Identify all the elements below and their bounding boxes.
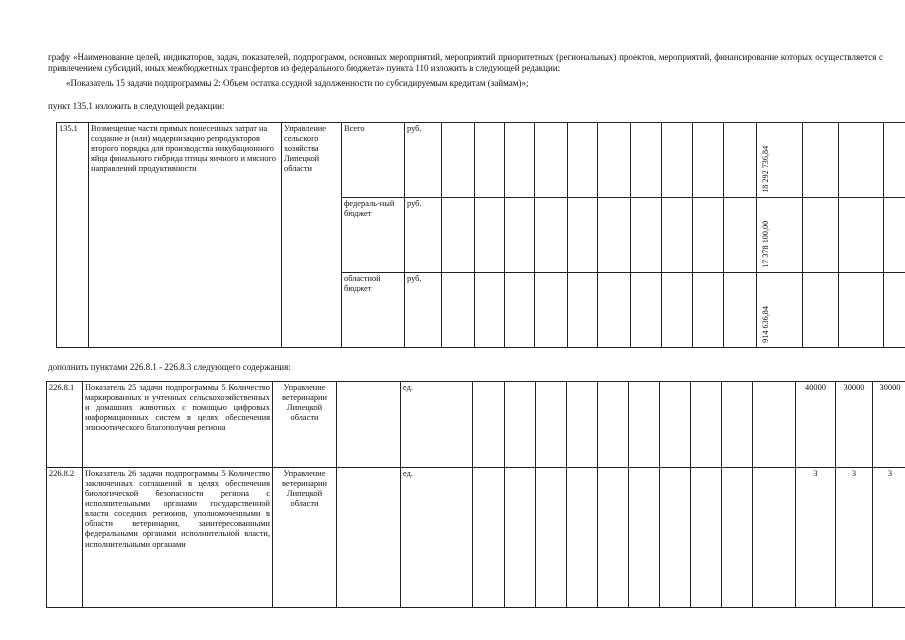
- unit-cell: руб.: [405, 123, 442, 198]
- value-cell: 18 292 736,84: [757, 123, 803, 198]
- value-cell: 40000: [796, 382, 836, 468]
- source-cell: областной бюджет: [342, 273, 405, 348]
- row-number: 135.1: [57, 123, 89, 348]
- value-cell: 3: [796, 468, 836, 608]
- unit-cell: ед.: [401, 468, 473, 608]
- value-cell: 30000: [873, 382, 905, 468]
- executor: Управление сельского хозяйства Липецкой области: [282, 123, 342, 348]
- between-paragraph: дополнить пунктами 226.8.1 - 226.8.3 следующего содержания:: [48, 362, 291, 372]
- table-226-8: [46, 381, 905, 608]
- executor: Управление ветеринарии Липецкой области: [273, 468, 337, 608]
- row-number: 226.8.2: [47, 468, 83, 608]
- indicator-name: Показатель 26 задачи подпрограммы 5 Количество заключенных соглашений в целях обеспечения биологической безопасности региона с исполнительными органами государственной власти соседних регионов, уполномоченными в области ветеринарии, заинтересованными федеральными органами исполнительной власти, исполнительными органами: [83, 468, 273, 608]
- source-cell: федераль-ный бюджет: [342, 198, 405, 273]
- intro-paragraph-2: «Показатель 15 задачи подпрограммы 2: Объем остатка ссудной задолженности по субсидируемым кредитам (займам)»;: [66, 78, 529, 88]
- value-cell: 914 636,84: [757, 273, 803, 348]
- value-cell: 30000: [836, 382, 873, 468]
- intro-paragraph-1: графу «Наименование целей, индикаторов, задач, показателей, подпрограмм, основных мероприятий, мероприятий приоритетных (региональных) проектов, мероприятий, финансирование которых осуществляется с привлечением субсидий, иных межбюджетных трансфертов из федерального бюджета» пункта 110 изложить в следующей редакции:: [48, 52, 883, 73]
- table-row: [47, 382, 905, 468]
- unit-cell: ед.: [401, 382, 473, 468]
- table-row: [47, 468, 905, 608]
- value-cell: 17 378 100,00: [757, 198, 803, 273]
- executor: Управление ветеринарии Липецкой области: [273, 382, 337, 468]
- unit-cell: руб.: [405, 198, 442, 273]
- source-cell: Всего: [342, 123, 405, 198]
- table-row: [57, 123, 905, 198]
- intro-paragraph-3: пункт 135.1 изложить в следующей редакции:: [48, 101, 225, 111]
- row-number: 226.8.1: [47, 382, 83, 468]
- table-135-1: [56, 122, 905, 348]
- value-cell: 3: [873, 468, 905, 608]
- unit-cell: руб.: [405, 273, 442, 348]
- value-cell: 3: [836, 468, 873, 608]
- indicator-name: Показатель 25 задачи подпрограммы 5 Количество маркированных и учтенных сельскохозяйственных и домашних животных с помощью цифровых информационных систем в целях обеспечения эпизоотического благополучия региона: [83, 382, 273, 468]
- measure-name: Возмещение части прямых понесенных затрат на создание и (или) модернизацию репродукторов второго порядка для производства инкубационного яйца финального гибрида птицы яичного и мясного направлений продуктивности: [89, 123, 282, 348]
